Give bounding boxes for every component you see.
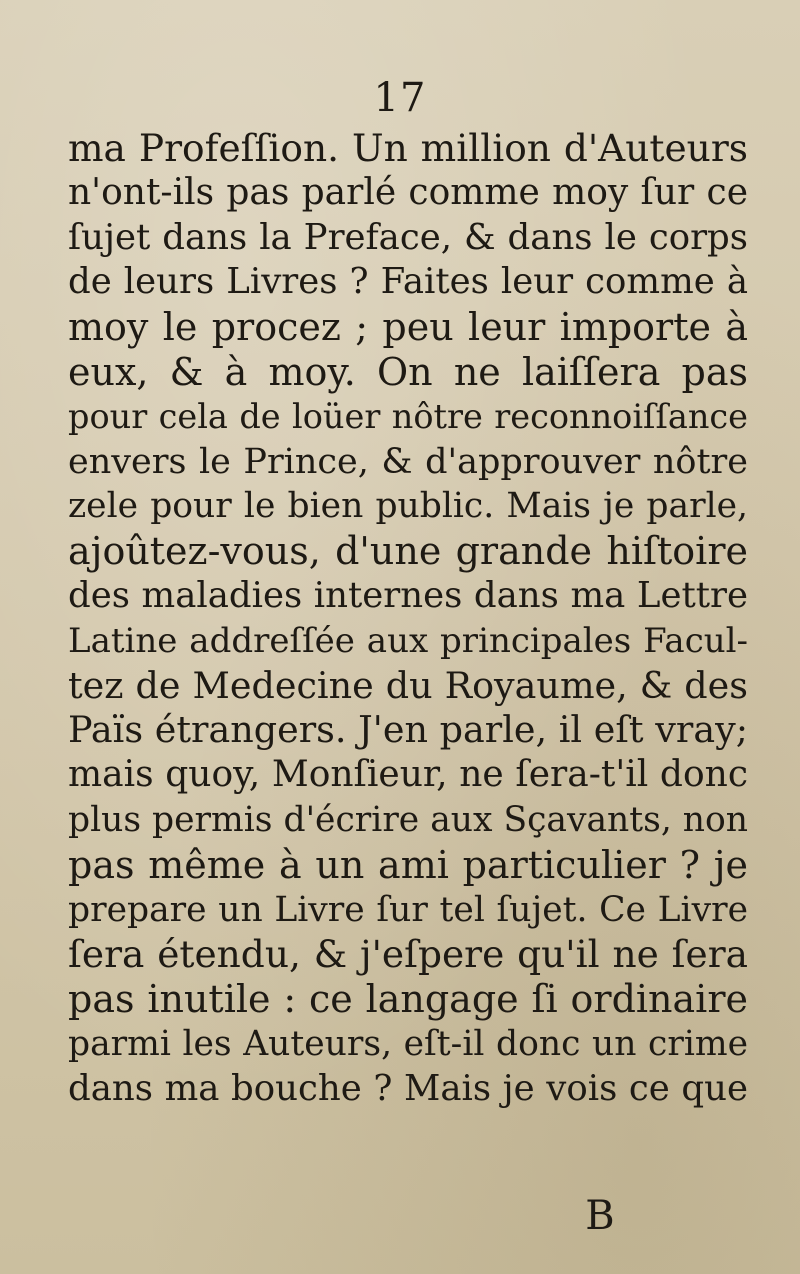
text-line: pas même à un ami particulier ? je [68, 842, 748, 887]
text-line: Latine addreſſée aux principales Facul- [68, 620, 748, 661]
text-line: parmi les Auteurs, eſt-il donc un crime [68, 1023, 748, 1064]
text-line: prepare un Livre ſur tel ſujet. Ce Livre [68, 889, 748, 930]
text-line: pour cela de loüer nôtre reconnoiſſance [68, 396, 748, 436]
text-line: ajoûtez-vous, d'une grande hiſtoire [68, 529, 748, 574]
text-line: tez de Medecine du Royaume, & des [68, 663, 748, 707]
text-line: moy le procez ; peu leur importe à [68, 305, 748, 350]
text-line: Païs étrangers. J'en parle, il eſt vray; [68, 708, 748, 752]
text-line: de leurs Livres ? Faites leur comme à [68, 261, 748, 303]
text-line: ſera étendu, & j'eſpere qu'il ne ſera [68, 932, 748, 977]
text-line: pas inutile : ce langage ſi ordinaire [68, 977, 748, 1022]
text-line: dans ma bouche ? Mais je vois ce que [68, 1067, 748, 1109]
text-line: des maladies internes dans ma Lettre [68, 574, 748, 616]
text-line: n'ont-ils pas parlé comme moy ſur ce [68, 171, 748, 213]
text-line: mais quoy, Monſieur, ne ſera-t'il donc [68, 754, 748, 796]
body-text [68, 126, 748, 1112]
text-line: ma Profeſſion. Un million d'Auteurs [68, 126, 748, 170]
text-line: zele pour le bien public. Mais je parle, [68, 486, 748, 527]
text-line: plus permis d'écrire aux Sçavants, non [68, 799, 748, 840]
signature-mark: B [585, 1193, 615, 1239]
text-line: ſujet dans la Preface, & dans le corps [68, 216, 748, 258]
text-line: eux, & à moy. On ne laiſſera pas [68, 349, 748, 394]
page-number: 17 [373, 75, 427, 121]
text-line: envers le Prince, & d'approuver nôtre [68, 441, 748, 482]
